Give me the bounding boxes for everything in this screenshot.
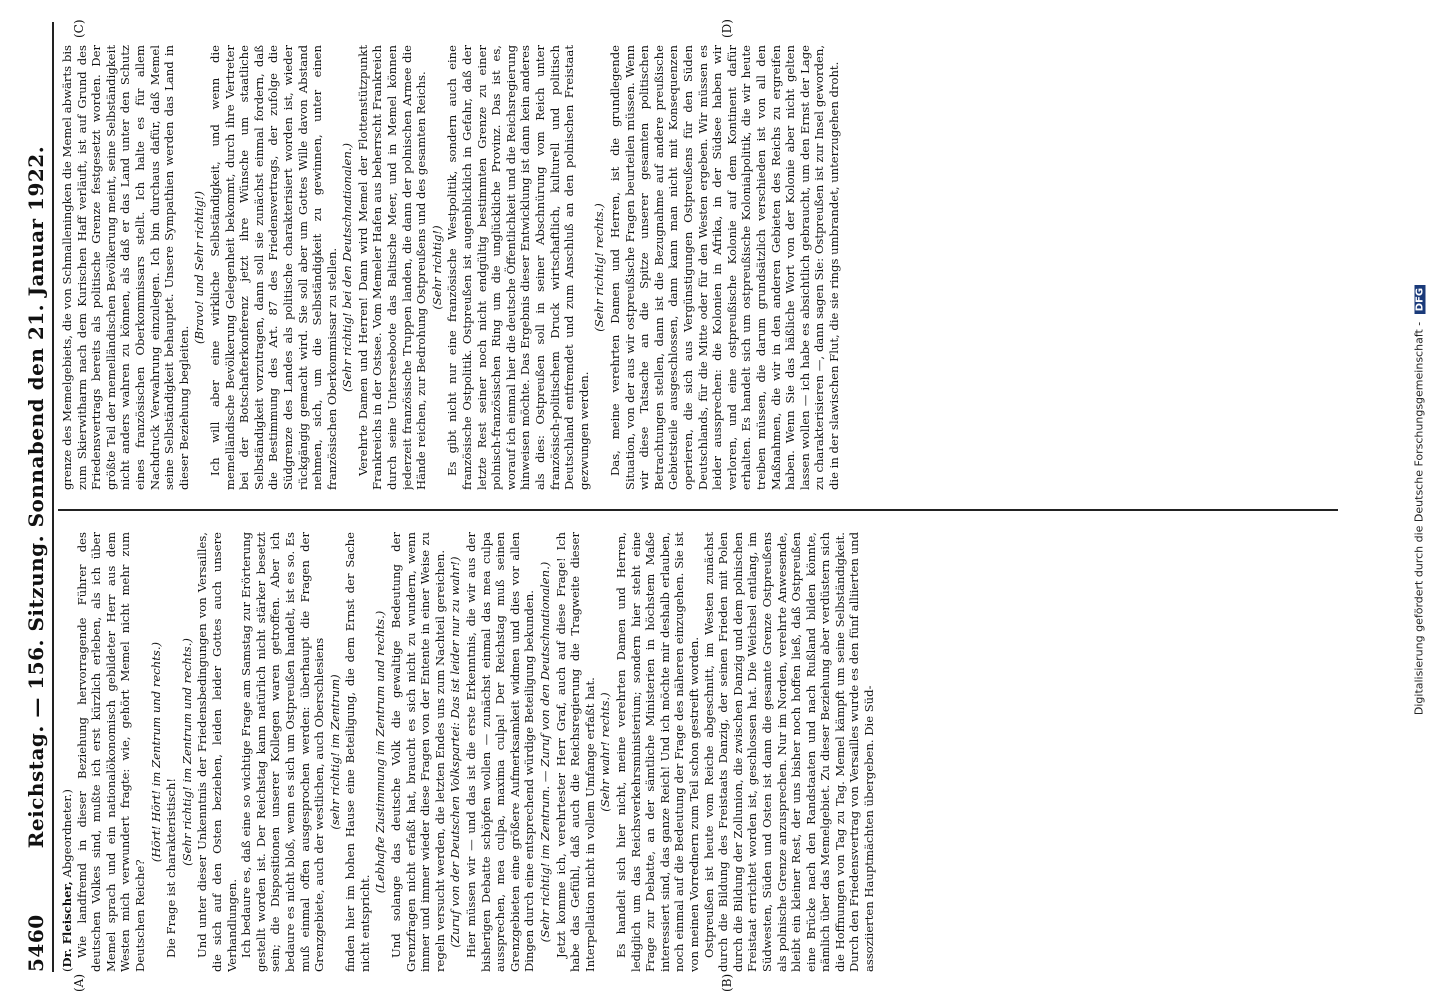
paragraph: Wie landfremd in dieser Beziehung hervorragende Führer des deutschen Volkes sind, mußte ich erst kürzlich erleben, als ich über Memel sprach und ein nationalökonomisch gebildeter Herr aus dem Westen mich verwundert fragte: wie, gehört Memel nicht mehr zum Deutschen Reiche? — [74, 532, 147, 972]
speaker-role: Abgeordneter. — [60, 793, 74, 878]
reaction: (Sehr richtig!) — [429, 225, 444, 310]
paragraph: Es gibt nicht nur eine französische Westpolitik, sondern auch eine französische Ostpolitik. Ostpreußen ist augenblicklich in Gefahr, daß der letzte Rest seiner noch nicht endgültig bestimmten Grenze zu einer polnisch-französischen Ring um die unglückliche Provinz. Das ist es, worauf ich einmal hier die deutsche Öffentlichkeit und die Reichsregierung hinweisen möchte. Das Ergebnis dieser Entwicklung ist dann kein anderes als dies: Ostpreußen soll in seiner Abschnürung vom Reich unter französisch-politischem Druck wirtschaftlich, kulturell und politisch Deutschland entfremdet und zum Anschluß an den polnischen Freistaat gezwungen werden. — [445, 45, 591, 490]
paragraph: finden hier im hohen Hause eine Beteiligung, die dem Ernst der Sache nicht entspricht. — [343, 532, 372, 972]
speaker-line: (Dr. Fleischer, Abgeordneter.) — [60, 789, 74, 972]
reaction: (Sehr richtig! im Zentrum. — Zuruf von den Deutschnationalen.) — [538, 561, 552, 943]
page-number: 5460 — [24, 914, 48, 972]
speaker-name: Dr. Fleischer, — [60, 881, 74, 968]
margin-marker-d: (D) — [720, 19, 734, 38]
reaction: (Hört! Hört! im Zentrum und rechts.) — [148, 641, 163, 863]
paragraph: Und unter dieser Unkenntnis der Friedensbedingungen von Versailles, die sich auf den Osten beziehen, leiden leider Gottes auch unsere Verhandlungen. — [195, 532, 239, 972]
reaction: (Zuruf von der Deutschen Volkspartei: Das ist leider nur zu wahr!) — [448, 556, 463, 948]
paragraph: Jetzt komme ich, verehrtester Herr Graf, auch auf diese Frage! Ich habe das Gefühl, daß auch die Reichsregierung die Tragweite dieser Interpellation nicht in vollem Umfange erfaßt hat. — [553, 532, 597, 972]
credit-text: Digitalisierung gefördert durch die Deutsche Forschungsgemeinschaft - — [1412, 321, 1426, 716]
column-divider — [58, 509, 1338, 511]
margin-marker-b: (B) — [720, 973, 734, 992]
reaction: (Sehr wahr! rechts.) — [598, 692, 613, 812]
reaction: (Sehr richtig! rechts.) — [592, 203, 607, 332]
paragraph: Und solange das deutsche Volk die gewaltige Bedeutung der Grenzfragen nicht erfaßt hat, braucht es sich nicht zu wundern, wenn immer und immer wieder diese Fragen von der Entente in einer Weise zu regeln versucht werden, die letzten Endes uns zum Nachteil gereichen. — [389, 532, 447, 972]
reaction: (Sehr richtig! bei den Deutschnationalen.) — [340, 142, 355, 393]
right-column — [60, 45, 1330, 490]
dfg-logo: DFG — [1415, 285, 1426, 314]
paragraph: Die Frage ist charakteristisch! — [164, 777, 179, 958]
paragraph: Das, meine verehrten Damen und Herren, ist die grundlegende Situation, von der aus wir ostpreußische Fragen beurteilen müssen. Wenn wir diese Tatsache an die Spitze unserer gesamten politischen Betrachtungen stellen, dann ist die Bezugnahme auf andere preußische Gebietsteile ausgeschlossen, dann kann man nicht mit Konsequenzen operieren, die sich aus Vergünstigungen Ostpreußens für den Süden Deutschlands, für die Mitte oder für den Westen ergeben. Wir müssen es leider aussprechen: die Kolonien in Afrika, in der Südsee haben wir verloren, und eine ostpreußische Kolonie auf dem Kontinent dafür erhalten. Es handelt sich um ostpreußische Kolonialpolitik, die wir heute treiben müssen, die darum grundsätzlich verschieden ist von all den Maßnahmen, die wir in den anderen Gebieten des Reichs zu ergreifen haben. Wenn Sie das häßliche Wort von der Kolonie aber nicht gelten lassen wollen — ich habe es absichtlich gebraucht, um den Ernst der Lage zu charakterisieren —, dann sagen Sie: Ostpreußen ist zur Insel geworden, die in der slawischen Flut, die sie rings umbrandet, unterzugehen droht. — [607, 45, 841, 490]
reaction: (Sehr richtig! im Zentrum und rechts.) — [179, 638, 194, 866]
reaction: (Bravo! und Sehr richtig!) — [192, 190, 207, 345]
paragraph: Hier müssen wir — und das ist die erste Erkenntnis, die wir aus der bisherigen Debatte schöpfen wollen — zunächst einmal das mea culpa aussprechen, mea culpa, maxima culpa! Der Reichstag muß seinen Grenzgebieten eine größere Aufmerksamkeit widmen und dies vor allen Dingen durch eine entsprechend würdige Beteiligung bekunden. — [464, 532, 537, 972]
paragraph: Ostpreußen ist heute vom Reiche abgeschnitt, im Westen zunächst durch die Bildung des Freistaats Danzig, der seinen Frieden mit Polen durch die Bildung der Zollunion, die zwischen Danzig und dem polnischen Freistaat errichtet worden ist, geschlossen hat. Die Weichsel entlang, im Südwesten, Süden und Osten ist dann die gesamte Grenze Ostpreußens als polnische Grenze anzusprechen. Nur im Norden, verehrte Anwesende, bleibt ein kleiner Rest, der uns bisher noch hoffen ließ, daß Ostpreußen eine Brücke nach den Randstaaten und nach Rußland bilden könnte, nämlich über das Memelgebiet. Zu dieser Beziehung aber verdüstern sich die Hoffnungen von Tag zu Tag. Memel kämpft um seine Selbständigkeit. Durch den Friedensvertrag von Versailles wurde es den fünf alliierten und assoziierten Hauptmächten übergeben. Die Süd- — [701, 532, 877, 972]
margin-marker-a: (A) — [72, 973, 86, 992]
paragraph: Ich will aber eine wirkliche Selbständigkeit, und wenn die memelländische Bevölkerung Gelegenheit bekommt, durch ihre Vertreter bei der Botschafterkonferenz jetzt ihre Wünsche um staatliche Selbständigkeit vorzutragen, dann soll sie zunächst einmal fordern, daß die Bestimmung des Art. 87 des Friedensvertrags, der zufolge die Südgrenze des Landes als politische charakterisiert worden ist, wieder rückgängig gemacht wird. Sie soll aber um Gottes Wille davon Abstand nehmen, sich, um die Selbständigkeit zu gewinnen, unter einen französischen Oberkommissar zu stellen. — [207, 45, 339, 490]
paragraph: grenze des Memelgebiets, die von Schmalleningken die Memel abwärts bis zum Skierwitharm nach dem Kurischen Haff verläuft, ist auf Grund des Friedensvertrags bereits als politische Grenze festgesetzt worden. Der größte Teil der memelländischen Bevölkerung meint, seine Selbständigkeit nicht anders wahren zu können, als daß er das Land unter den Schutz eines französischen Oberkommissars stellt. Ich halte es für allem Nachdruck Verwahrung einzulegen. Ich bin durchaus dafür, daß Memel seine Selbständigkeit behauptet. Unsere Sympathien werden das Land in dieser Beziehung begleiten. — [60, 45, 191, 490]
paragraph: Ich bedaure es, daß eine so wichtige Frage am Samstag zur Erörterung gestellt worden ist. Der Reichstag kann natürlich nicht stärker besetzt sein; die Dispositionen unserer Kollegen waren getroffen. Aber ich bedaure es nicht bloß, wenn es sich um Ostpreußen handelt, ist es so. Es muß einmal offen ausgesprochen werden: überhaupt die Fragen der Grenzgebiete, auch der westlichen, auch Oberschlesiens — [239, 532, 327, 972]
reaction: (Lebhafte Zustimmung im Zentrum und rechts.) — [373, 610, 388, 894]
left-column — [60, 532, 1330, 972]
margin-marker-c: (C) — [72, 19, 86, 38]
paragraph: Verehrte Damen und Herren! Dann wird Memel der Flottenstützpunkt Frankreichs in der Ostsee. Vom Memeler Hafen aus beherrscht Frankreich durch seine Unterseeboote das Baltische Meer, und in Memel können jederzeit französische Truppen landen, die dann der polnischen Armee die Hände reichen, zur Bedrohung Ostpreußens und des gesamten Reichs. — [355, 45, 429, 490]
reaction: (sehr richtig! im Zentrum) — [327, 674, 342, 830]
page-title: Reichstag. — 156. Sitzung. Sonnabend den 21. Januar 1922. — [24, 145, 48, 849]
page-header — [22, 22, 54, 972]
paragraph: Es handelt sich hier nicht, meine verehrten Damen und Herren, lediglich um das Reichsverkehrsministerium; sondern hier steht eine Frage zur Debatte, an der sämtliche Ministerien in höchstem Maße interessiert sind, das ganze Reich! Und ich möchte mir deshalb erlauben, noch einmal auf die Bedeutung der Frage des näheren einzugehen. Sie ist von meinen Vorrednern zum Teil schon gestreift worden. — [613, 532, 701, 972]
